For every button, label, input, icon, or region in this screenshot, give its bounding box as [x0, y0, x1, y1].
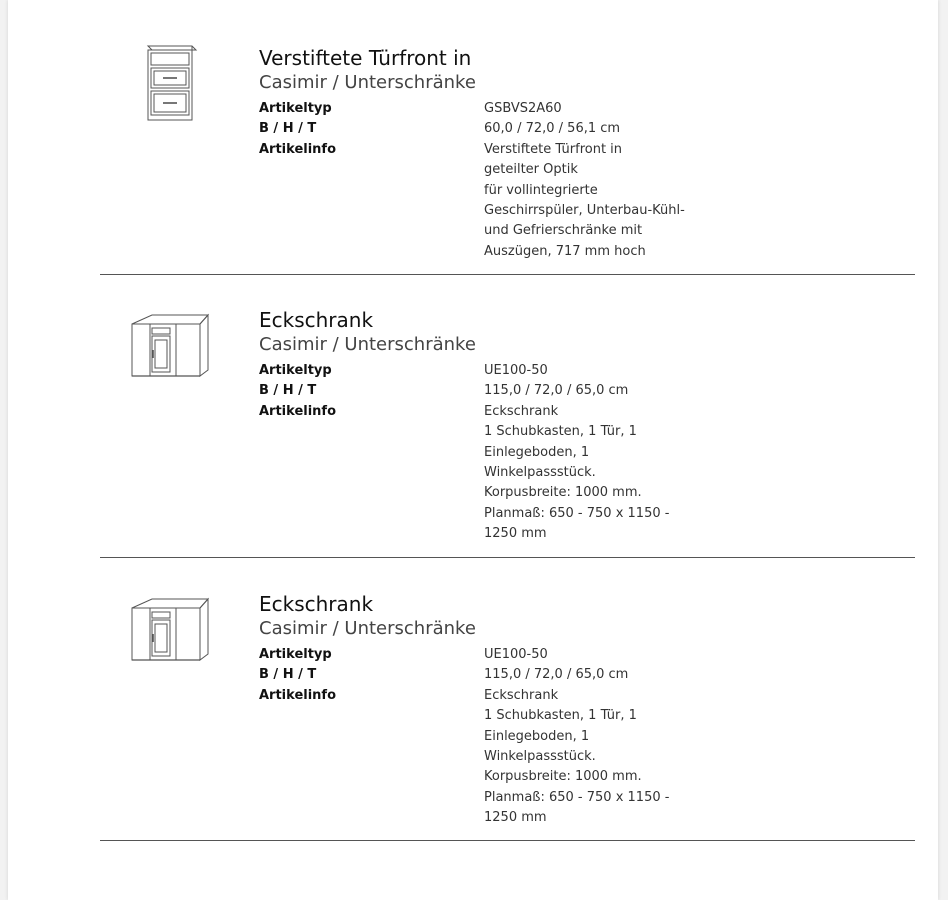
value-dimensions: 60,0 / 72,0 / 56,1 cm: [484, 121, 621, 137]
info-line: 1250 mm: [484, 810, 547, 826]
info-line: Winkelpassstück.: [484, 749, 596, 765]
product-subtitle: Casimir / Unterschränke: [259, 72, 476, 93]
info-line: Auszügen, 717 mm hoch: [484, 243, 646, 259]
spec-labels: [259, 99, 336, 160]
label-dimensions: B / H / T: [259, 383, 317, 399]
label-artikelinfo: Artikelinfo: [259, 141, 337, 157]
corner-cabinet-icon: [126, 312, 216, 402]
spec-labels: [259, 361, 336, 422]
label-dimensions: B / H / T: [259, 121, 317, 137]
value-artikeltyp: UE100-50: [484, 647, 548, 662]
info-line: Planmaß: 650 - 750 x 1150 -: [484, 505, 670, 521]
label-artikeltyp: Artikeltyp: [259, 647, 332, 662]
product-title: Eckschrank: [259, 592, 374, 616]
product-subtitle: Casimir / Unterschränke: [259, 334, 476, 355]
product-subtitle: Casimir / Unterschränke: [259, 618, 476, 639]
info-line: Winkelpassstück.: [484, 465, 596, 481]
info-line: 1 Schubkasten, 1 Tür, 1: [484, 424, 637, 440]
info-line: Korpusbreite: 1000 mm.: [484, 769, 642, 785]
info-line: 1250 mm: [484, 526, 547, 542]
product-title: Verstiftete Türfront in: [259, 46, 472, 70]
drawer-front-cabinet-icon: [126, 40, 216, 130]
info-line: Eckschrank: [484, 687, 559, 703]
spec-values: [484, 361, 669, 545]
section-divider: [100, 274, 915, 275]
info-line: 1 Schubkasten, 1 Tür, 1: [484, 708, 637, 724]
value-dimensions: 115,0 / 72,0 / 65,0 cm: [484, 667, 629, 683]
info-line: Korpusbreite: 1000 mm.: [484, 485, 642, 501]
spec-values: [484, 99, 685, 262]
section-divider: [100, 840, 915, 841]
label-artikeltyp: Artikeltyp: [259, 363, 332, 378]
info-line: Geschirrspüler, Unterbau-Kühl-: [484, 203, 685, 219]
info-line: für vollintegrierte: [484, 182, 598, 198]
label-artikelinfo: Artikelinfo: [259, 403, 337, 419]
info-line: Einlegeboden, 1: [484, 728, 590, 744]
corner-cabinet-icon: [126, 596, 216, 686]
catalog-page: [8, 0, 938, 900]
info-line: und Gefrierschränke mit: [484, 223, 643, 239]
value-artikeltyp: UE100-50: [484, 363, 548, 378]
info-line: geteilter Optik: [484, 162, 578, 178]
label-artikeltyp: Artikeltyp: [259, 101, 332, 116]
spec-labels: [259, 645, 336, 706]
info-line: Einlegeboden, 1: [484, 444, 590, 460]
info-line: Verstiftete Türfront in: [484, 141, 623, 157]
label-dimensions: B / H / T: [259, 667, 317, 683]
info-line: Eckschrank: [484, 403, 559, 419]
value-dimensions: 115,0 / 72,0 / 65,0 cm: [484, 383, 629, 399]
product-title: Eckschrank: [259, 308, 374, 332]
value-artikeltyp: GSBVS2A60: [484, 101, 562, 116]
label-artikelinfo: Artikelinfo: [259, 687, 337, 703]
info-line: Planmaß: 650 - 750 x 1150 -: [484, 789, 670, 805]
section-divider: [100, 557, 915, 558]
spec-values: [484, 645, 669, 829]
